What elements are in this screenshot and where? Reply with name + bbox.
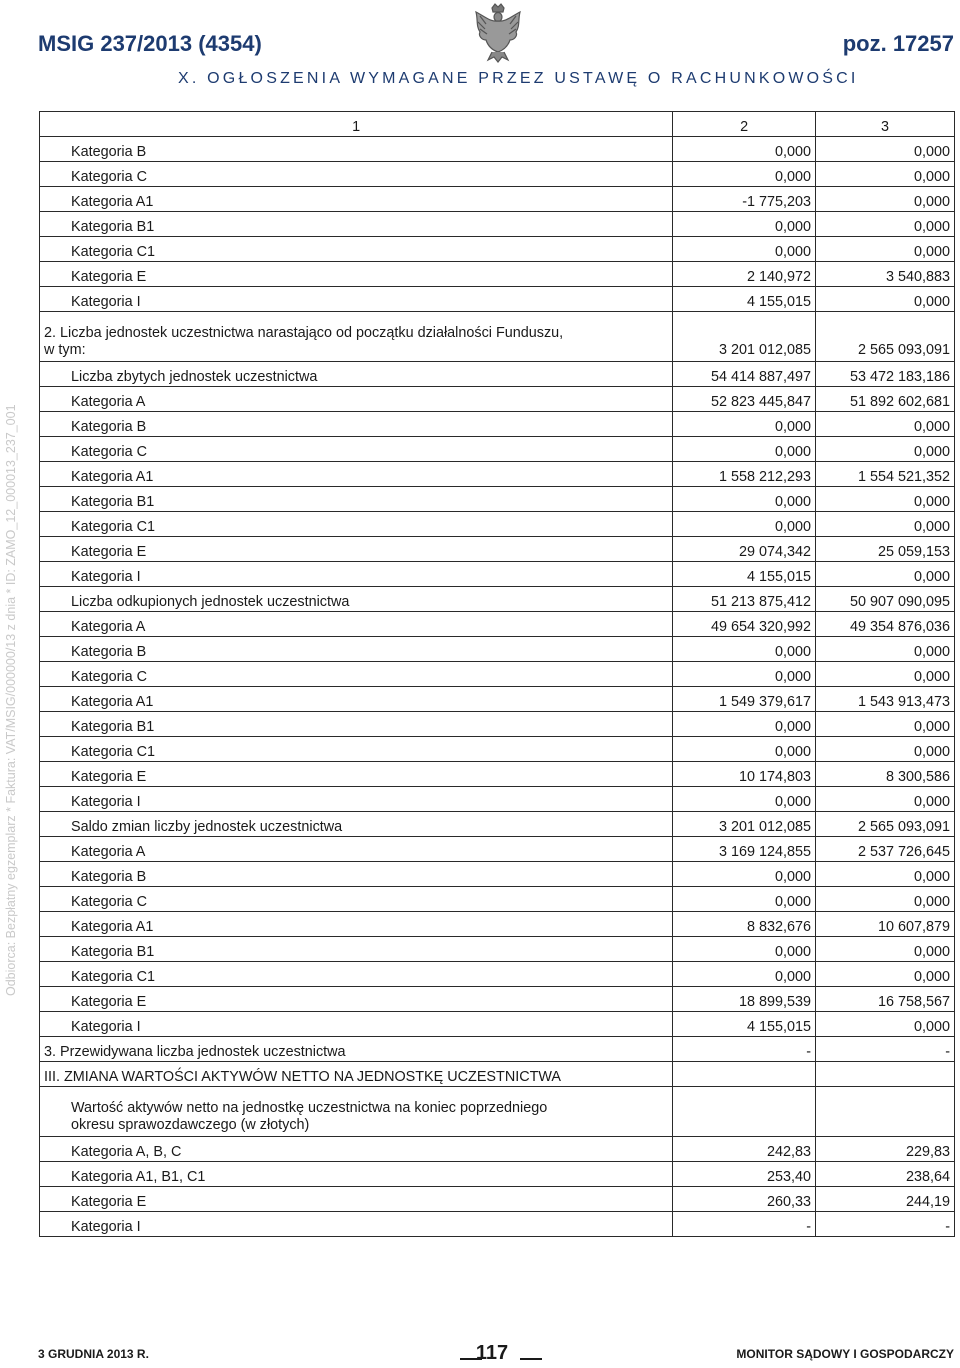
value-col3: 0,000: [816, 737, 955, 762]
row-label-text: Kategoria B1: [71, 219, 155, 235]
value-col2: 51 213 875,412: [673, 587, 816, 612]
row-label-text: Kategoria B1: [71, 494, 155, 510]
table-row: [40, 1212, 955, 1237]
row-label: [40, 212, 673, 237]
value-col2: 0,000: [673, 412, 816, 437]
footer-rule-right: [520, 1358, 542, 1360]
value-col3: 1 554 521,352: [816, 462, 955, 487]
row-label: [40, 637, 673, 662]
value-col2: 0,000: [673, 512, 816, 537]
row-label: [40, 437, 673, 462]
value-col2: 0,000: [673, 937, 816, 962]
value-col3: 2 537 726,645: [816, 837, 955, 862]
value-col3: 50 907 090,095: [816, 587, 955, 612]
table-row: [40, 712, 955, 737]
table-row: [40, 237, 955, 262]
table-row: [40, 737, 955, 762]
value-col3: 3 540,883: [816, 262, 955, 287]
row-label: [40, 1162, 673, 1187]
row-label: [40, 787, 673, 812]
issue-number: MSIG 237/2013 (4354): [38, 31, 262, 56]
row-label: [40, 1187, 673, 1212]
value-col2: 0,000: [673, 712, 816, 737]
value-col2: 3 201 012,085: [673, 812, 816, 837]
table-row: [40, 762, 955, 787]
table-row: [40, 1162, 955, 1187]
value-col3: 238,64: [816, 1162, 955, 1187]
value-col3: 0,000: [816, 637, 955, 662]
row-label: [40, 912, 673, 937]
table-row: [40, 487, 955, 512]
table-row: [40, 587, 955, 612]
value-col3: 1 543 913,473: [816, 687, 955, 712]
row-label-text: Kategoria B: [71, 869, 147, 885]
row-label: [40, 362, 673, 387]
value-col2: 10 174,803: [673, 762, 816, 787]
row-label-text: Kategoria B: [71, 419, 147, 435]
table-row: [40, 687, 955, 712]
row-label-text: Kategoria B1: [71, 944, 155, 960]
table-row: [40, 262, 955, 287]
row-label: [40, 162, 673, 187]
row-label: [40, 737, 673, 762]
row-label-text-line2: okresu sprawozdawczego (w złotych): [71, 1117, 310, 1133]
value-col2: 0,000: [673, 787, 816, 812]
row-label: [40, 1137, 673, 1162]
column-header: 2: [673, 112, 816, 137]
table-row: [40, 662, 955, 687]
value-col2: 29 074,342: [673, 537, 816, 562]
row-label: [40, 937, 673, 962]
value-col3: [816, 1062, 955, 1087]
data-table: [39, 111, 955, 1237]
row-label-text: Kategoria A1: [71, 919, 154, 935]
row-label: [40, 837, 673, 862]
table-row: [40, 1187, 955, 1212]
value-col2: 0,000: [673, 437, 816, 462]
value-col3: 0,000: [816, 487, 955, 512]
row-label: [40, 387, 673, 412]
value-col2: 0,000: [673, 137, 816, 162]
value-col3: 25 059,153: [816, 537, 955, 562]
value-col2: 253,40: [673, 1162, 816, 1187]
row-label-text: Kategoria C: [71, 169, 147, 185]
polish-eagle-emblem-icon: [470, 2, 526, 64]
value-col2: 0,000: [673, 162, 816, 187]
value-col2: 0,000: [673, 662, 816, 687]
value-col3: 0,000: [816, 1012, 955, 1037]
row-label-text: Kategoria E: [71, 994, 147, 1010]
row-label: [40, 862, 673, 887]
value-col2: -: [673, 1212, 816, 1237]
footer-date: 3 GRUDNIA 2013 R.: [38, 1347, 149, 1361]
row-label: [40, 262, 673, 287]
value-col3: 0,000: [816, 512, 955, 537]
value-col3: 8 300,586: [816, 762, 955, 787]
value-col2: 4 155,015: [673, 562, 816, 587]
table-header-row: [40, 112, 955, 137]
row-label: [40, 1087, 673, 1137]
table-row: [40, 537, 955, 562]
row-label: [40, 712, 673, 737]
row-label-text: 2. Liczba jednostek uczestnictwa narastająco od początku działalności Funduszu,: [44, 325, 564, 341]
value-col3: 0,000: [816, 562, 955, 587]
row-label-text: III. ZMIANA WARTOŚCI AKTYWÓW NETTO NA JEDNOSTKĘ UCZESTNICTWA: [44, 1069, 562, 1085]
row-label: [40, 1037, 673, 1062]
row-label-text: Kategoria A1: [71, 469, 154, 485]
row-label: [40, 462, 673, 487]
row-label: [40, 412, 673, 437]
value-col3: 49 354 876,036: [816, 612, 955, 637]
page-number: 117: [475, 1342, 509, 1364]
row-label: [40, 662, 673, 687]
row-label: [40, 1212, 673, 1237]
value-col2: 52 823 445,847: [673, 387, 816, 412]
row-label-text: Kategoria I: [71, 1019, 141, 1035]
value-col3: 0,000: [816, 137, 955, 162]
row-label: [40, 237, 673, 262]
row-label: [40, 562, 673, 587]
value-col3: 244,19: [816, 1187, 955, 1212]
row-label: [40, 537, 673, 562]
row-label: [40, 962, 673, 987]
value-col2: 0,000: [673, 737, 816, 762]
row-label-text: Kategoria I: [71, 1219, 141, 1235]
value-col3: 0,000: [816, 237, 955, 262]
value-col3: 0,000: [816, 162, 955, 187]
row-label: [40, 312, 673, 362]
value-col3: 0,000: [816, 437, 955, 462]
table-row: [40, 287, 955, 312]
value-col3: 0,000: [816, 712, 955, 737]
row-label-text: Liczba zbytych jednostek uczestnictwa: [71, 369, 318, 385]
row-label-text: Kategoria I: [71, 794, 141, 810]
row-label-text: Kategoria C: [71, 669, 147, 685]
value-col2: 260,33: [673, 1187, 816, 1212]
row-label-text: Saldo zmian liczby jednostek uczestnictwa: [71, 819, 343, 835]
row-label-text: Kategoria C1: [71, 744, 155, 760]
row-label: [40, 587, 673, 612]
position-number: poz. 17257: [842, 31, 954, 56]
value-col3: 2 565 093,091: [816, 812, 955, 837]
value-col3: 16 758,567: [816, 987, 955, 1012]
row-label-text: Kategoria C1: [71, 969, 155, 985]
value-col2: 18 899,539: [673, 987, 816, 1012]
table-row: [40, 812, 955, 837]
value-col2: 0,000: [673, 487, 816, 512]
value-col2: [673, 1062, 816, 1087]
value-col3: 229,83: [816, 1137, 955, 1162]
row-label-text: 3. Przewidywana liczba jednostek uczestnictwa: [44, 1044, 346, 1060]
row-label-text: Kategoria A, B, C: [71, 1144, 182, 1160]
section-title: X. OGŁOSZENIA WYMAGANE PRZEZ USTAWĘ O RACHUNKOWOŚCI: [178, 70, 859, 87]
row-label-text: Kategoria E: [71, 1194, 147, 1210]
row-label-text: Kategoria A: [71, 619, 146, 635]
footer-publication: MONITOR SĄDOWY I GOSPODARCZY: [736, 1347, 954, 1361]
row-label-text: Kategoria A1: [71, 194, 154, 210]
row-label: [40, 762, 673, 787]
row-label: [40, 137, 673, 162]
row-label: [40, 987, 673, 1012]
value-col2: 0,000: [673, 887, 816, 912]
value-col2: 4 155,015: [673, 1012, 816, 1037]
row-label-text: Kategoria C1: [71, 244, 155, 260]
row-label-text: Kategoria I: [71, 294, 141, 310]
value-col3: 0,000: [816, 887, 955, 912]
table-row: [40, 137, 955, 162]
column-header: 1: [40, 112, 673, 137]
value-col2: [673, 1087, 816, 1137]
table-row: [40, 562, 955, 587]
table-row: [40, 1137, 955, 1162]
value-col2: 1 549 379,617: [673, 687, 816, 712]
value-col3: 0,000: [816, 787, 955, 812]
value-col3: 2 565 093,091: [816, 312, 955, 362]
row-label-text-line2: w tym:: [44, 342, 86, 358]
row-label: [40, 187, 673, 212]
value-col3: 0,000: [816, 187, 955, 212]
value-col2: 2 140,972: [673, 262, 816, 287]
row-label: [40, 687, 673, 712]
value-col2: 0,000: [673, 962, 816, 987]
value-col3: 0,000: [816, 412, 955, 437]
row-label-text: Kategoria B1: [71, 719, 155, 735]
table-row: [40, 962, 955, 987]
table-row: [40, 862, 955, 887]
value-col2: -: [673, 1037, 816, 1062]
table-row: [40, 637, 955, 662]
row-label-text: Liczba odkupionych jednostek uczestnictwa: [71, 594, 350, 610]
table-row: [40, 362, 955, 387]
value-col2: 3 169 124,855: [673, 837, 816, 862]
value-col3: 10 607,879: [816, 912, 955, 937]
table-row: [40, 1087, 955, 1137]
row-label-text: Kategoria C: [71, 894, 147, 910]
side-watermark: Odbiorca: Bezpłatny egzemplarz * Faktura: VAT/MSIG/000000/13 z dnia * ID: ZAMO_12_000013_237_001: [4, 404, 18, 996]
table-row: [40, 512, 955, 537]
value-col3: 0,000: [816, 287, 955, 312]
row-label-text: Kategoria A1, B1, C1: [71, 1169, 206, 1185]
row-label: [40, 612, 673, 637]
row-label: [40, 1012, 673, 1037]
row-label-text: Kategoria A1: [71, 694, 154, 710]
row-label-text: Kategoria B: [71, 144, 147, 160]
row-label: [40, 1062, 673, 1087]
row-label-text: Kategoria I: [71, 569, 141, 585]
value-col2: 54 414 887,497: [673, 362, 816, 387]
table-row: [40, 987, 955, 1012]
value-col2: 0,000: [673, 637, 816, 662]
row-label: [40, 287, 673, 312]
value-col3: 0,000: [816, 862, 955, 887]
value-col2: -1 775,203: [673, 187, 816, 212]
row-label-text: Kategoria E: [71, 269, 147, 285]
value-col3: 0,000: [816, 962, 955, 987]
value-col2: 0,000: [673, 212, 816, 237]
table-row: [40, 612, 955, 637]
table-row: [40, 912, 955, 937]
table-row: [40, 162, 955, 187]
value-col3: 0,000: [816, 212, 955, 237]
table-row: [40, 437, 955, 462]
table-row: [40, 1037, 955, 1062]
row-label-text: Kategoria C1: [71, 519, 155, 535]
value-col2: 0,000: [673, 237, 816, 262]
table-row: [40, 187, 955, 212]
value-col3: -: [816, 1212, 955, 1237]
table-row: [40, 1012, 955, 1037]
value-col3: 53 472 183,186: [816, 362, 955, 387]
table-row: [40, 837, 955, 862]
table-row: [40, 787, 955, 812]
row-label-text: Kategoria E: [71, 544, 147, 560]
value-col3: 0,000: [816, 662, 955, 687]
row-label: [40, 887, 673, 912]
value-col2: 1 558 212,293: [673, 462, 816, 487]
row-label: [40, 812, 673, 837]
column-header: 3: [816, 112, 955, 137]
value-col2: 4 155,015: [673, 287, 816, 312]
row-label-text: Kategoria B: [71, 644, 147, 660]
table-row: [40, 1062, 955, 1087]
value-col3: 51 892 602,681: [816, 387, 955, 412]
value-col2: 49 654 320,992: [673, 612, 816, 637]
table-row: [40, 937, 955, 962]
row-label-text: Kategoria C: [71, 444, 147, 460]
value-col3: -: [816, 1037, 955, 1062]
table-row: [40, 462, 955, 487]
value-col3: 0,000: [816, 937, 955, 962]
row-label-text: Kategoria A: [71, 844, 146, 860]
value-col2: 242,83: [673, 1137, 816, 1162]
value-col2: 8 832,676: [673, 912, 816, 937]
value-col2: 3 201 012,085: [673, 312, 816, 362]
row-label: [40, 487, 673, 512]
table-row: [40, 212, 955, 237]
value-col2: 0,000: [673, 862, 816, 887]
table-row: [40, 412, 955, 437]
table-row: [40, 387, 955, 412]
row-label-text: Kategoria E: [71, 769, 147, 785]
value-col3: [816, 1087, 955, 1137]
table-row: [40, 887, 955, 912]
table-row: [40, 312, 955, 362]
row-label-text: Wartość aktywów netto na jednostkę uczestnictwa na koniec poprzedniego: [71, 1100, 548, 1116]
row-label: [40, 512, 673, 537]
row-label-text: Kategoria A: [71, 394, 146, 410]
